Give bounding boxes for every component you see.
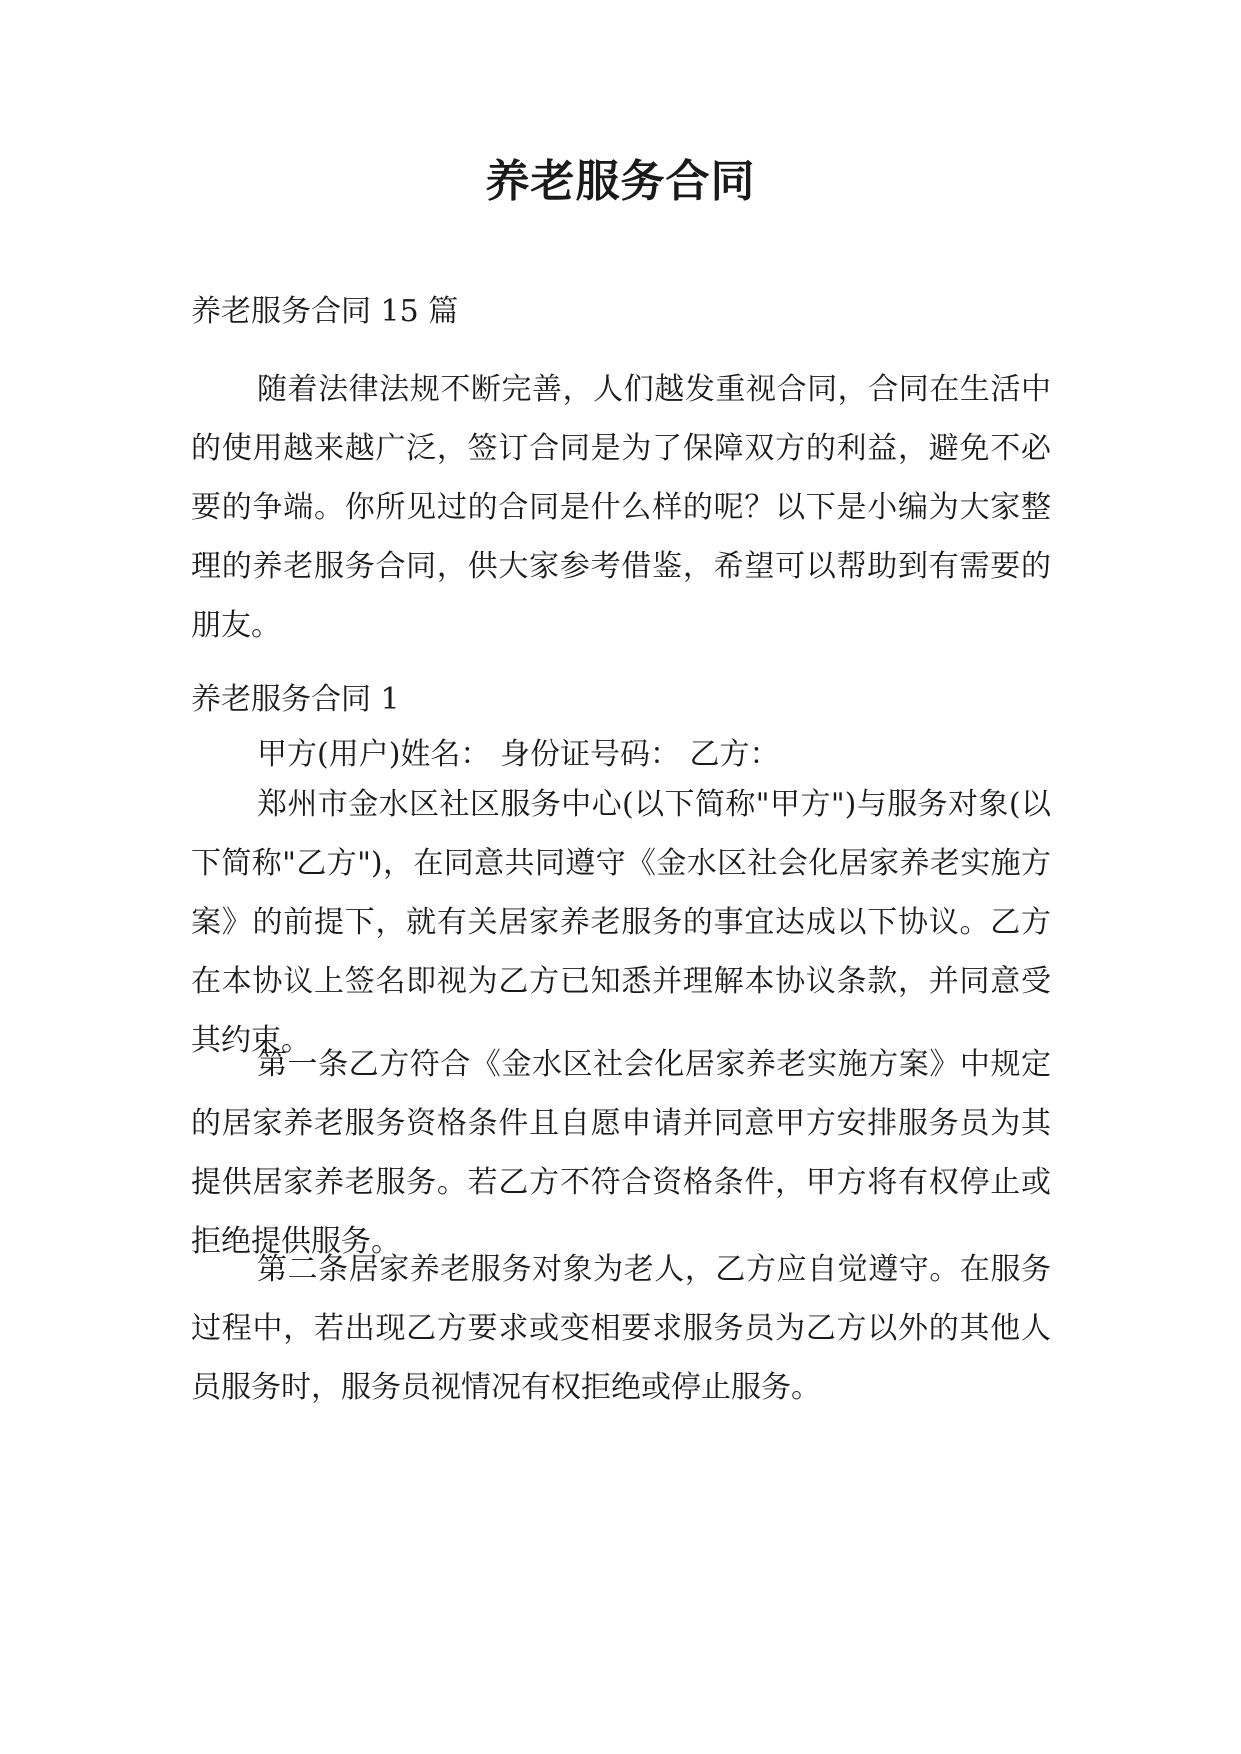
section-heading: 养老服务合同 1 bbox=[191, 682, 400, 717]
article-1-paragraph: 第一条乙方符合《金水区社会化居家养老实施方案》中规定的居家养老服务资格条件且自愿申请并同意甲方安排服务员为其提供居家养老服务。若乙方不符合资格条件，甲方将有权停止或拒绝提供服务。 bbox=[191, 1047, 1051, 1259]
article-2-paragraph: 第二条居家养老服务对象为老人，乙方应自觉遵守。在服务过程中，若出现乙方要求或变相要求服务员为乙方以外的其他人员服务时，服务员视情况有权拒绝或停止服务。 bbox=[191, 1252, 1051, 1405]
preamble-paragraph: 郑州市金水区社区服务中心(以下简称"甲方")与服务对象(以下简称"乙方")，在同意共同遵守《金水区社会化居家养老实施方案》的前提下，就有关居家养老服务的事宜达成以下协议。乙方在本协议上签名即视为乙方已知悉并理解本协议条款，并同意受其约束。 bbox=[191, 787, 1051, 1058]
document-subtitle: 养老服务合同 15 篇 bbox=[191, 294, 459, 329]
parties-line: 甲方(用户)姓名： 身份证号码： 乙方： bbox=[257, 737, 780, 772]
document-title: 养老服务合同 bbox=[485, 156, 756, 207]
intro-paragraph: 随着法律法规不断完善，人们越发重视合同，合同在生活中的使用越来越广泛，签订合同是为了保障双方的利益，避免不必要的争端。你所见过的合同是什么样的呢？以下是小编为大家整理的养老服务合同，供大家参考借鉴，希望可以帮助到有需要的朋友。 bbox=[191, 372, 1051, 643]
